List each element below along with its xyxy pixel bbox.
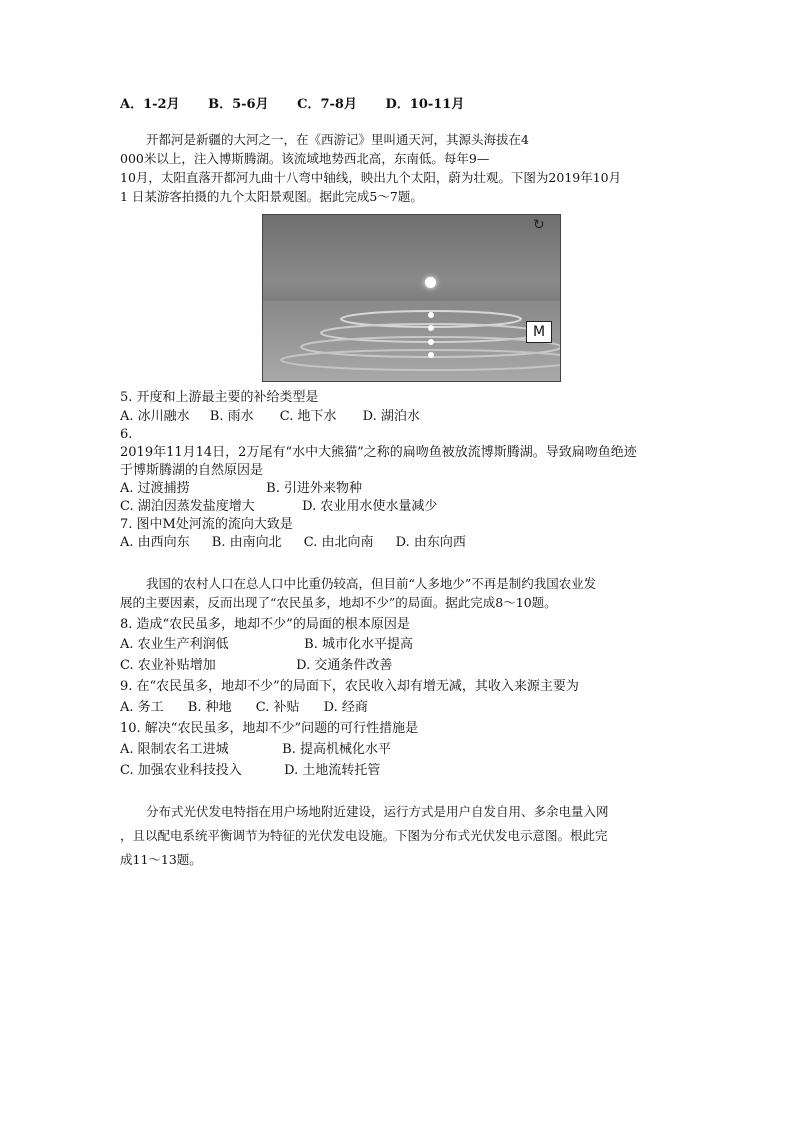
q5-stem: 5. 开度和上游最主要的补给类型是 [120,390,319,405]
q6-option-b: B. 引进外来物种 [266,481,362,496]
sun-icon [425,277,436,288]
passage3-line: 成11～13题。 [120,852,202,867]
q9-option-c: C. 补贴 [255,700,300,715]
m-label: M [526,321,552,343]
q9-option-a: A. 务工 [120,700,164,715]
q5-option-a: A. 冰川融水 [120,409,190,424]
passage2-line: 展的主要因素，反而出现了“农民虽多，地却不少”的局面。据此完成8～10题。 [120,595,557,610]
q5-option-b: B. 雨水 [209,409,254,424]
passage2-line: 我国的农村人口在总人口中比重仍较高，但目前“人多地少”不再是制约我国农业发 [146,576,597,591]
q8-options-row1 [120,635,413,655]
passage1-line: 开都河是新疆的大河之一，在《西游记》里叫通天河，其源头海拔在4 [146,132,529,147]
q8-option-c: C. 农业补贴增加 [120,658,216,673]
q8-stem: 8. 造成“农民虽多，地却不少”的局面的根本原因是 [120,617,410,632]
q7-option-c: C. 由北向南 [303,535,374,550]
q10-option-c: C. 加强农业科技投入 [120,763,242,778]
q7-option-a: A. 由西向东 [120,535,190,550]
q10-option-a: A. 限制农名工进城 [120,742,229,757]
q10-stem: 10. 解决“农民虽多，地却不少”问题的可行性措施是 [120,721,419,736]
q7-stem: 7. 图中M处河流的流向大致是 [120,517,293,532]
q9-stem: 9. 在“农民虽多，地却不少”的局面下，农民收入却有增无减，其收入来源主要为 [120,679,579,694]
q5-option-d: D. 湖泊水 [362,409,420,424]
passage1-line: 10月，太阳直落开都河九曲十八弯中轴线，映出九个太阳，蔚为壮观。下图为2019年10月 [120,170,622,185]
q4-option-a: A．1-2月 [120,97,180,112]
passage-distributed-pv [120,802,676,869]
passage1-line: 000米以上，注入博斯腾湖。该流域地势西北高，东南低。每年9— [120,151,490,166]
q8-option-b: B. 城市化水平提高 [304,637,413,652]
curl-mark-icon: ↻ [533,217,545,233]
passage3-line: ，且以配电系统平衡调节为特征的光伏发电设施。下图为分布式光伏发电示意图。根此完 [120,828,608,843]
q10-option-d: D. 土地流转托管 [284,763,381,778]
q4-option-d: D．10-11月 [385,97,465,112]
q7-option-b: B. 由南向北 [211,535,282,550]
q6-option-c: C. 湖泊因蒸发盐度增大 [120,499,255,514]
river-reflection-graphic [263,215,560,381]
q4-option-c: C．7-8月 [297,97,357,112]
passage1-line: 1 日某游客拍摄的九个太阳景观图。据此完成5～7题。 [120,189,423,204]
q4-option-b: B．5-6月 [208,97,269,112]
q6-stem-line: 于博斯腾湖的自然原因是 [120,463,264,478]
passage3-line: 分布式光伏发电特指在用户场地附近建设，运行方式是用户自发自用、多余电量入网 [146,804,609,819]
q7-option-d: D. 由东向西 [395,535,466,550]
q10-option-b: B. 提高机械化水平 [282,742,391,757]
q8-options-row2 [120,656,392,676]
q6-options-row1 [120,479,362,499]
q10-options-row2 [120,761,380,781]
q6-option-d: D. 农业用水使水量减少 [302,499,438,514]
nine-suns-photo [262,214,561,382]
q6-option-a: A. 过渡捕捞 [120,481,190,496]
q10-options-row1 [120,740,391,760]
q4-options [120,95,464,115]
passage-kaidu-river [120,130,676,206]
q9-option-d: D. 经商 [323,700,368,715]
q8-option-a: A. 农业生产利润低 [120,637,229,652]
q7-options [120,533,466,553]
passage-rural-population [120,574,676,612]
q9-option-b: B. 种地 [187,700,232,715]
q6-options-row2 [120,497,437,517]
q6-number: 6. [120,427,133,442]
q9-options [120,698,368,718]
q6-stem-line: 2019年11月14日，2万尾有“水中大熊猫”之称的扁吻鱼被放流博斯腾湖。导致扁吻鱼绝迹 [120,445,637,460]
q8-option-d: D. 交通条件改善 [296,658,393,673]
q5-options [120,407,420,427]
q5-option-c: C. 地下水 [279,409,337,424]
